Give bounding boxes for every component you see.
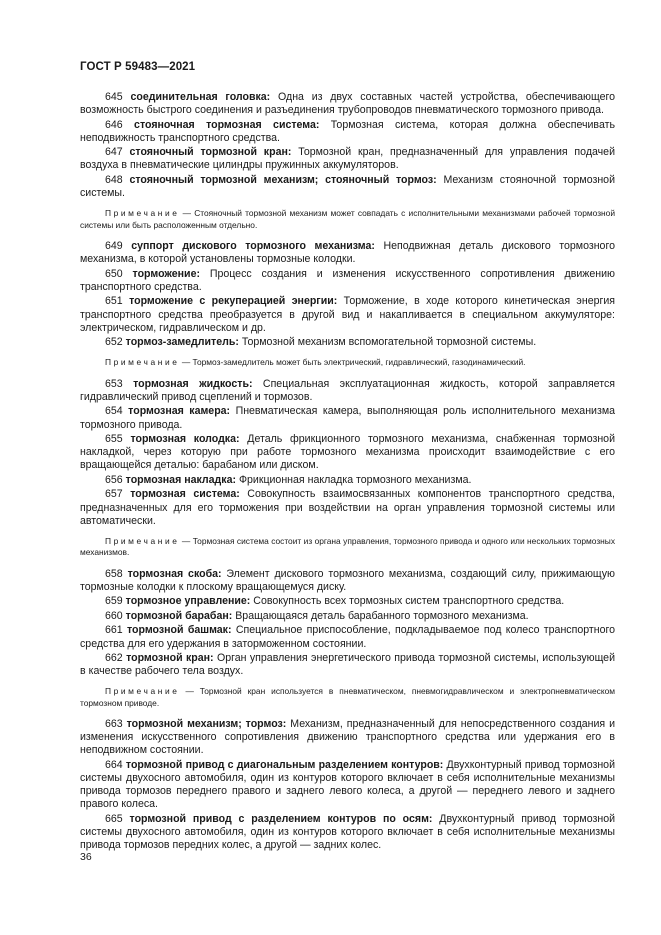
term-title: тормозная накладка: [125,473,236,486]
term-entry-648 [80,174,615,200]
term-number: 665 [105,812,123,825]
term-title: тормозной кран: [126,652,214,665]
page-number: 36 [80,851,92,863]
term-entry-654 [80,405,615,431]
term-number: 650 [105,267,123,280]
term-number: 660 [105,609,123,622]
term-entry-655 [80,433,615,472]
note-text: — Тормозная система состоит из органа управления, тормозного привода и одного или нескольких тормозных механизмов. [80,535,616,558]
term-entry-657 [80,488,615,527]
term-definition: Тормозной кран, предназначенный для управления подачей воздуха в пневматические цилиндры пружинных аккумуляторов. [80,146,615,172]
term-number: 646 [105,118,123,131]
term-number: 656 [105,473,123,486]
term-definition: Тормозной механизм вспомогательной тормозной системы. [241,336,537,349]
term-entry-647 [80,146,615,172]
term-title: тормозная скоба: [127,567,222,580]
term-number: 652 [105,336,123,349]
note-text: — Стояночный тормозной механизм может совпадать с исполнительными механизмами рабочей тормозной системы или быть расположенным отдельно. [80,208,615,230]
term-entry-652 [80,336,615,349]
term-entry-651 [80,295,615,334]
term-number: 649 [105,240,123,253]
term-entry-663 [80,718,615,757]
note-652 [80,357,615,368]
term-title: торможение с рекуперацией энергии: [129,295,338,308]
term-title: тормозная система: [130,488,240,501]
term-number: 662 [105,652,123,665]
note-657 [80,536,615,559]
term-entry-660 [80,610,615,623]
term-definition: Одна из двух составных частей устройства, обеспечивающего возможность быстрого соединения и разъединения трубопроводов пневматического тормозного привода. [80,91,615,117]
term-entry-659 [80,595,615,608]
term-definition: Совокупность взаимосвязанных компонентов транспортного средства, предназначенных для его торможения при воздействии на орган управления тормозной системы или автоматически. [80,488,615,527]
note-label: Примечание [105,686,180,697]
term-definition: Двухконтурный привод тормозной системы двухосного автомобиля, один из контуров которого включает в себя исполнительные механизмы привода тормозов передних колес, а другой — задних колес. [80,812,616,851]
term-entry-665 [80,813,615,852]
term-title: тормозной привод с диагональным разделением контуров: [125,758,444,771]
term-entry-653 [80,378,615,404]
term-number: 664 [105,758,123,771]
term-title: тормозная колодка: [130,433,240,446]
term-number: 657 [105,488,123,501]
note-text: — Тормозной кран используется в пневматическом, пневмогидравлическом и электропневматическом тормозном приводе. [80,686,615,708]
term-number: 651 [105,295,123,308]
term-definition: Элемент дискового тормозного механизма, создающий силу, прижимающую тормозные колодки к плоскому вращающемуся диску. [80,567,615,593]
term-definition: Неподвижная деталь дискового тормозного механизма, в которой установлены тормозные колодки. [80,240,615,266]
note-text: — Тормоз-замедлитель может быть электрический, гидравлический, газодинамический. [181,357,526,368]
term-title: стояночный тормозной кран: [129,146,292,159]
term-number: 661 [105,624,123,637]
term-number: 658 [105,567,123,580]
term-entry-645 [80,91,615,117]
term-definition: Деталь фрикционного тормозного механизма, снабженная тормозной накладкой, через которую при работе тормозного механизма происходит взаимодействие с его вращающейся деталью: барабаном или диском. [80,433,615,472]
term-definition: Механизм стояночной тормозной системы. [80,174,615,200]
glossary-content [80,91,615,854]
term-definition: Специальная эксплуатационная жидкость, которой заправляется гидравлический привод сцеплений и тормозов. [80,377,615,403]
term-title: стояночная тормозная система: [134,118,320,131]
term-title: тормоз-замедлитель: [125,336,239,349]
term-definition: Специальное приспособление, подкладываемое под колесо транспортного средства для его удержания в заторможенном состоянии. [80,624,615,650]
term-title: тормозная жидкость: [133,377,253,390]
term-number: 645 [105,91,123,103]
term-number: 648 [105,174,123,187]
term-entry-662 [80,652,615,678]
term-definition: Механизм, предназначенный для непосредственного создания и изменения искусственного сопротивления движению транспортного средства или удержания его в неподвижном состоянии. [80,718,615,757]
term-number: 647 [105,146,123,159]
term-definition: Процесс создания и изменения искусственного сопротивления движению транспортного средства. [80,267,615,293]
term-entry-658 [80,568,615,594]
term-title: тормозной механизм; тормоз: [126,718,287,731]
term-title: тормозное управление: [125,595,251,608]
term-number: 663 [105,718,123,731]
note-label: Примечание [105,208,180,219]
term-definition: Фрикционная накладка тормозного механизма. [238,473,472,486]
note-label: Примечание [105,535,180,546]
term-title: тормозной привод с разделением контуров по осям: [129,812,433,825]
term-title: стояночный тормозной механизм; стояночный тормоз: [129,174,437,187]
term-definition: Вращающаяся деталь барабанного тормозного механизма. [235,609,529,622]
term-entry-649 [80,240,615,266]
term-definition: Торможение, в ходе которого кинетическая энергия транспортного средства преобразуется в другой вид и накапливается в специальном аккумуляторе: электрическом, гидравлическом и др. [80,295,615,334]
term-definition: Совокупность всех тормозных систем транспортного средства. [253,595,565,608]
term-entry-664 [80,759,615,811]
note-662 [80,686,615,709]
term-number: 653 [105,377,123,390]
term-number: 655 [105,433,123,446]
term-entry-650 [80,268,615,294]
term-number: 659 [105,595,123,608]
term-definition: Двухконтурный привод тормозной системы двухосного автомобиля, один из контуров которого включает в себя исполнительные механизмы привода тормозов переднего правого и заднего левого колеса, а другой — переднего левого и заднего правого колеса. [80,758,615,811]
term-title: торможение: [132,267,200,280]
term-title: соединительная головка: [130,91,271,103]
term-definition: Тормозная система, которая должна обеспечивать неподвижность транспортного средства. [80,118,615,144]
note-648 [80,208,615,231]
term-title: суппорт дискового тормозного механизма: [131,240,375,253]
term-title: тормозная камера: [128,405,231,418]
term-entry-661 [80,624,615,650]
note-label: Примечание [105,357,180,368]
standard-header: ГОСТ Р 59483—2021 [80,61,196,73]
term-definition: Пневматическая камера, выполняющая роль исполнительного механизма тормозного привода. [80,405,615,431]
term-title: тормозной барабан: [125,609,233,622]
term-entry-646 [80,119,615,145]
term-title: тормозной башмак: [127,624,232,637]
term-entry-656 [80,474,615,487]
term-definition: Орган управления энергетического привода тормозной системы, использующей в качестве рабочего тела воздух. [80,652,615,678]
term-number: 654 [105,405,123,418]
